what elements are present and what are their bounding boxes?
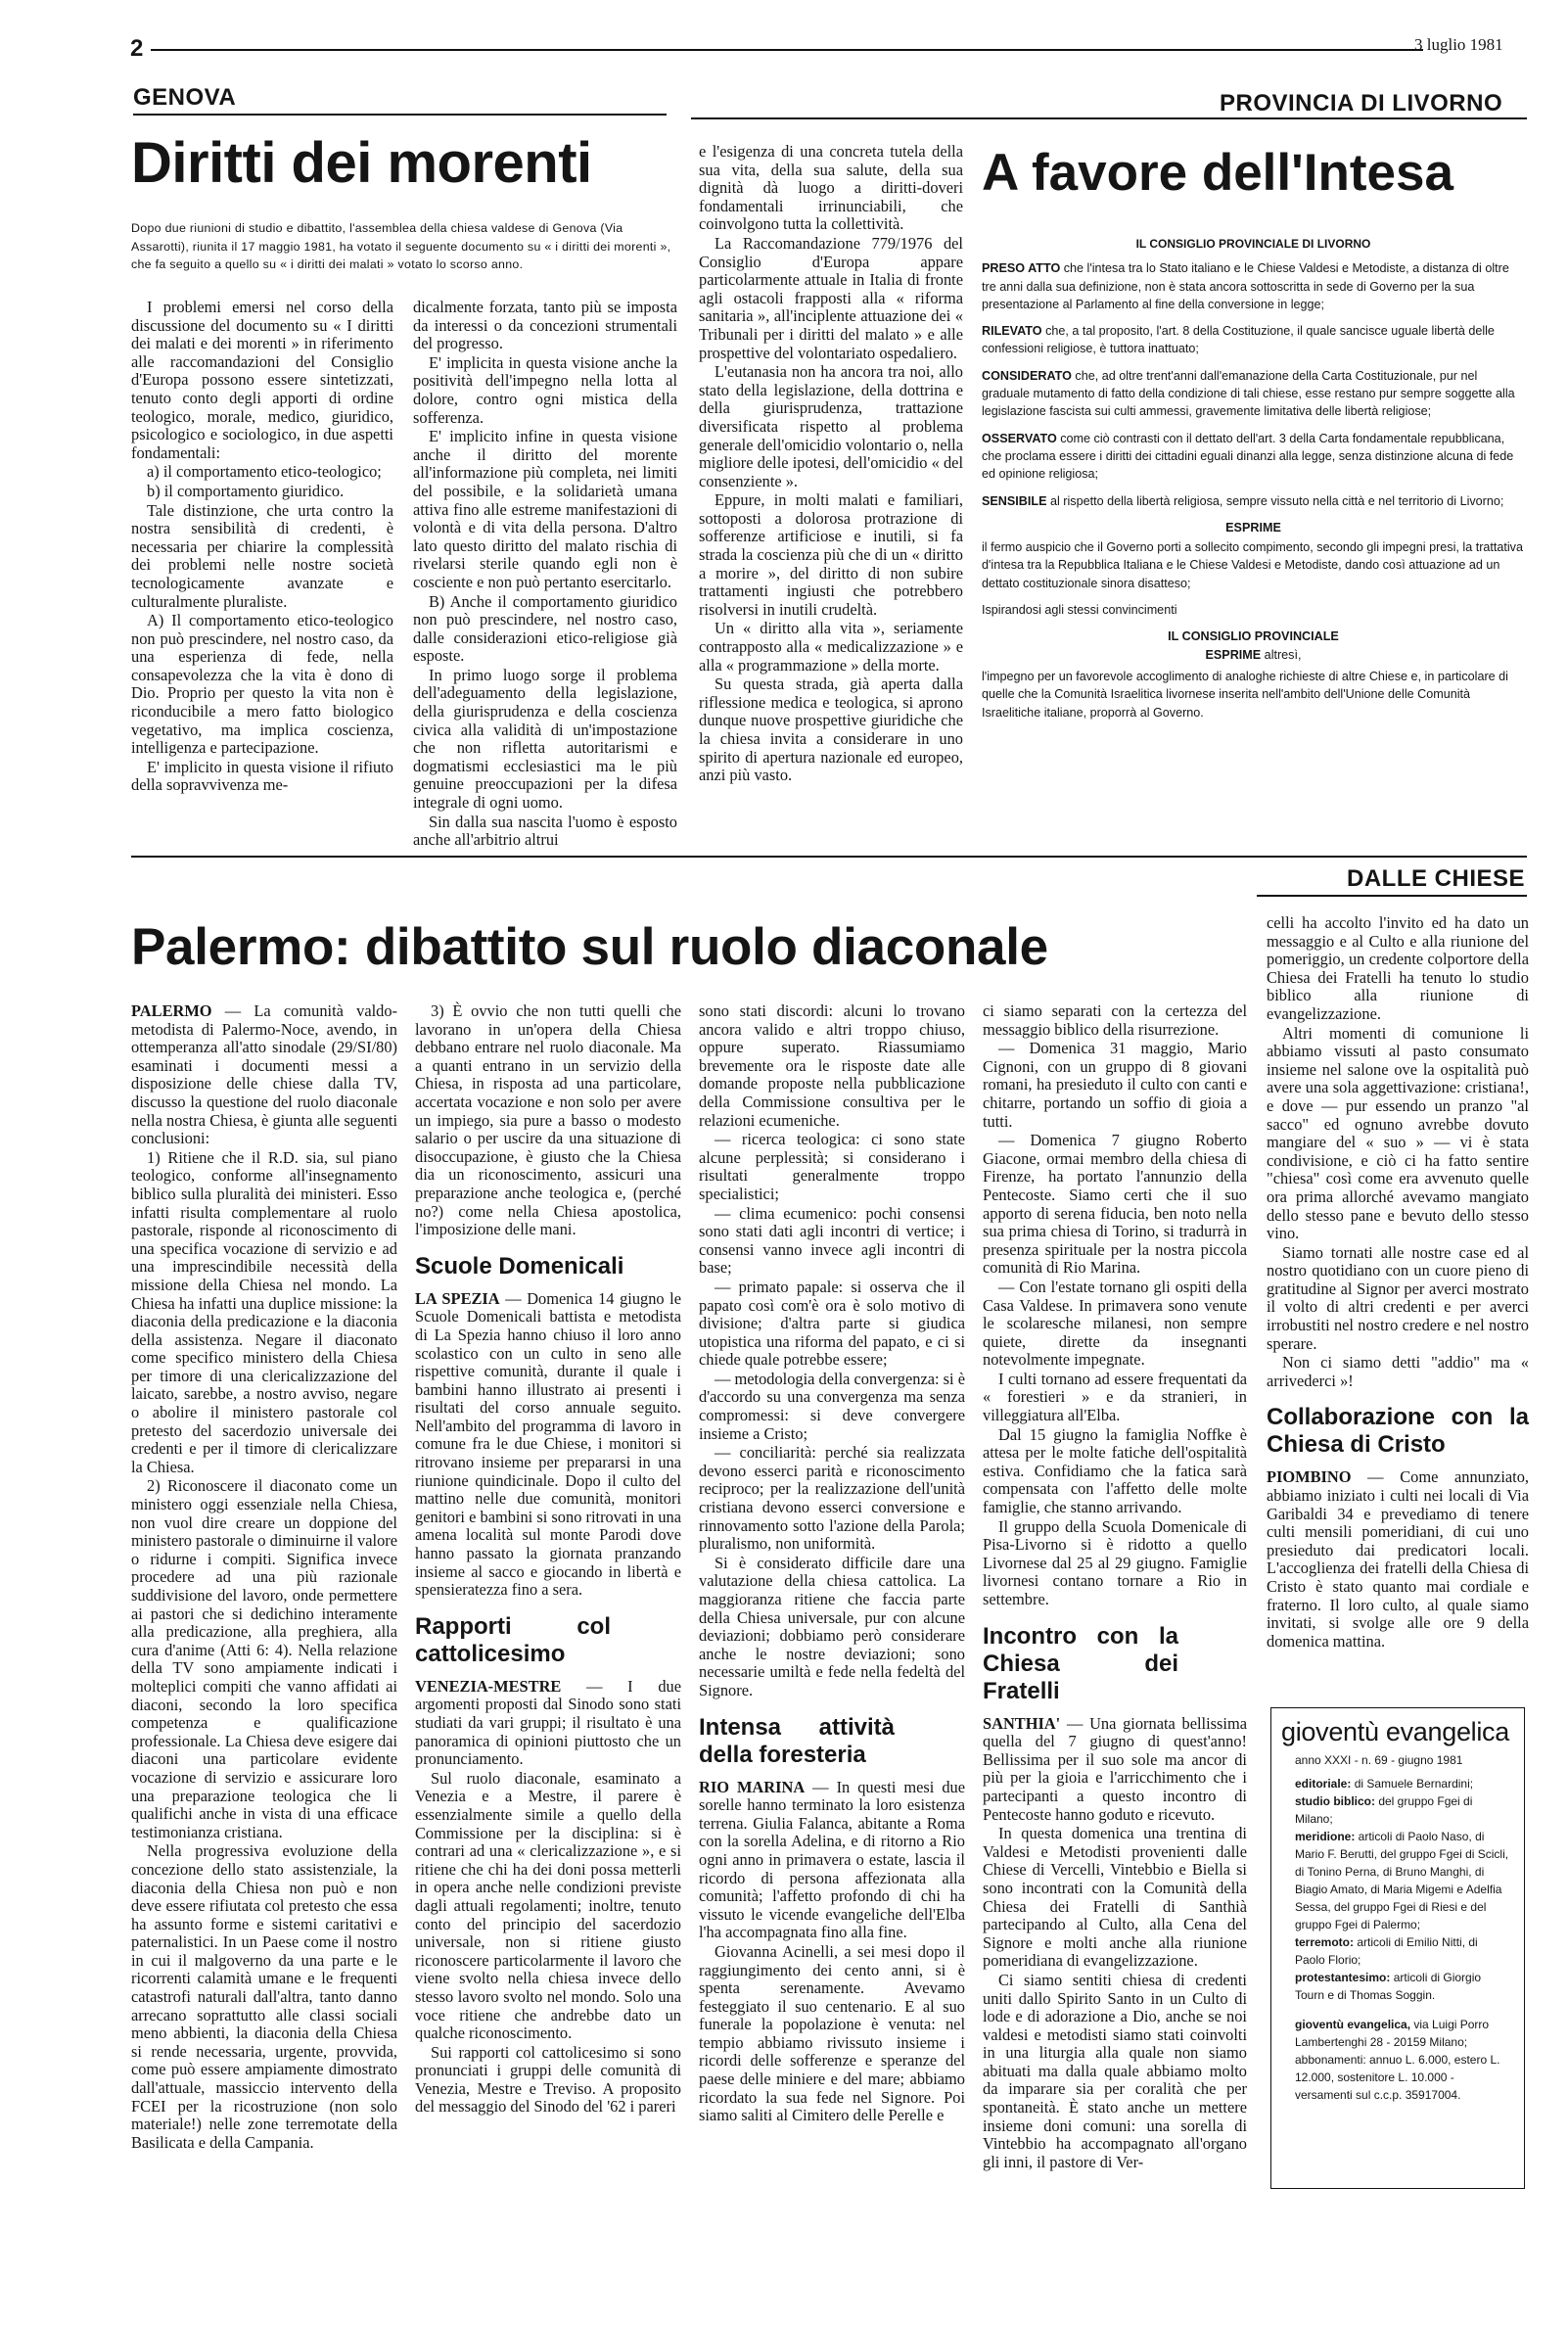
paragraph-text: — I due argomenti proposti dal Sinodo sono stati studiati da vari gruppi; il risultato è una panoramica di opinioni piuttosto che un pronunciamento. <box>415 1676 681 1769</box>
subheading-scuole: Scuole Domenicali <box>415 1252 624 1279</box>
dateline: PIOMBINO <box>1267 1467 1352 1487</box>
paragraph: Giovanna Acinelli, a sei mesi dopo il raggiungimento dei cento anni, si è spenta serenamente. Avevamo festeggiato il suo centenario. E al suo funerale la popolazione è venuta: nel tempio abbiamo rivissuto insieme i ricordi delle sofferenze e speranze del paese delle miniere e del mare; abbiamo ricordato la sua fede nel Signore. Poi siamo saliti al Cimitero delle Perelle e <box>699 1941 965 2125</box>
article1-column-1 <box>131 299 393 835</box>
paragraph: il fermo auspicio che il Governo porti a sollecito compimento, secondo gli impegni presi, la trattativa d'intesa tra la Repubblica Italiana e le Chiese Valdesi e Metodiste, dando così attuazione ad un dettato costituzionale sinora disatteso; <box>982 540 1523 590</box>
paragraph <box>415 1678 681 1769</box>
paragraph: E' implicito in questa visione il rifiuto della sopravvivenza me- <box>131 757 393 795</box>
paragraph <box>982 367 1525 421</box>
masthead-keyword: meridione: <box>1295 1830 1356 1843</box>
masthead-line <box>1295 1828 1510 1933</box>
paragraph-text: — La comunità valdo-metodista di Palermo-Noce, avendo, in ottemperanza all'atto sinodale (29/SI/80) esaminati i documenti messi a disposizione delle chiese dalla TV, discusso la questione del ruolo diaconale nella nostra Chiesa, è giunta alle seguenti conclusioni: <box>131 1001 397 1148</box>
esprime-heading: ESPRIME <box>1225 520 1281 535</box>
article-title-diritti: Diritti dei morenti <box>131 131 592 195</box>
paragraph: — clima ecumenico: pochi consensi sono stati dati agli incontri di vertice; i consensi vanno invece agli incontri di base; <box>699 1203 965 1278</box>
paragraph: — Domenica 31 maggio, Mario Cignoni, con un gruppo di 8 giovani romani, ha presieduto il culto con canti e chitarre, portando un soffio di gioia a tutti. <box>983 1039 1247 1131</box>
council-heading-2 <box>982 628 1525 645</box>
issue-date: 3 luglio 1981 <box>1414 35 1503 54</box>
header-rule <box>151 49 1423 51</box>
council-name: IL CONSIGLIO PROVINCIALE <box>1168 629 1339 644</box>
article3-column-2 <box>415 1002 681 2197</box>
masthead-line <box>1295 1792 1510 1828</box>
masthead-keyword: studio biblico: <box>1295 1794 1375 1808</box>
masthead-text: articoli di Paolo Naso, di Mario F. Berutti, del gruppo Fgei di Scicli, di Tonino Perna, di Bruno Manghi, di Biagio Amato, di Maria Migemi e Adelfia Sessa, del gruppo Fgei di Riesi e del gruppo Fgei di Palermo; <box>1295 1830 1509 1931</box>
paragraph-text: che, a tal proposito, l'art. 8 della Costituzione, il quale sancisce uguale libertà delle confessioni religiose, è tuttora inattuato; <box>982 324 1495 356</box>
paragraph: Altri momenti di comunione li abbiamo vissuti al pasto consumato insieme nel salone ove la ospitalità può avere una sola aggettivazione: cristiana!, e dove — pur essendo un pranzo "al sacco" ed ognuno avrebbe dovuto mangiare del « suo » — vi è stata condivisione, e ciò ci ha fatto sentire "chiesa" così come era avvenuto quelle ora prima allorché avevamo mangiato dello stesso pane e bevuto dello stesso vino. <box>1267 1023 1529 1243</box>
dateline: PALERMO <box>131 1001 212 1020</box>
article-title-intesa: A favore dell'Intesa <box>982 144 1453 202</box>
paragraph: L'eutanasia non ha ancora tra noi, allo stato della legislazione, della dottrina e della giurisprudenza, trattazione diversificata rispetto al problema generale dell'omicidio volontario o, nella migliore delle ipotesi, dell'omicidio « del consenziente ». <box>699 362 963 490</box>
livorno-rule <box>691 117 1527 119</box>
paragraph: Sin dalla sua nascita l'uomo è esposto anche all'arbitrio altrui <box>413 812 677 850</box>
paragraph: Sui rapporti col cattolicesimo si sono pronunciati i gruppi delle comunità di Venezia, Mestre e Treviso. A proposito del messaggio del Sinodo del '62 i pareri <box>415 2042 681 2117</box>
paragraph: — conciliarità: perché sia realizzata devono esserci parità e riconoscimento reciproco; per la realizzazione dell'unità cristiana devono esserci conversione e rinnovamento sotto l'azione della Parola; pluralismo, non uniformità. <box>699 1443 965 1554</box>
masthead-text: articoli di Emilio Nitti, di Paolo Florio; <box>1295 1935 1478 1967</box>
paragraph <box>982 322 1525 358</box>
paragraph <box>982 259 1525 313</box>
paragraph: Ci siamo sentiti chiesa di credenti uniti dallo Spirito Santo in un Culto di lode e di adorazione a Dio, anche se noi valdesi e metodisti siamo stati coinvolti in una liturgia alla quale non siamo abituati ma dalla quale abbiamo molto da imparare sia per coralità che per spontaneità. È stato anche un mettere insieme doni comuni: una sorella di Vintebbio ha accompagnato all'organo gli inni, il pastore di Ver- <box>983 1970 1247 2171</box>
subheading-cristo: Collaborazione con la Chiesa di Cristo <box>1267 1404 1529 1459</box>
dateline: VENEZIA-MESTRE <box>415 1676 562 1696</box>
paragraph: In primo luogo sorge il problema dell'adeguamento della legislazione, della giurisprudenza e della coscienza civica alla validità di un'impostazione che non rifletta autoritarismi e dogmatismi ecclesiastici ma le più genuine preoccupazioni per la difesa integrale di ogni uomo. <box>413 665 677 813</box>
paragraph: Tale distinzione, che urta contro la nostra sensibilità di credenti, è necessaria per chiarire la complessità dei problemi nelle nostre società tecnologicamente avanzate e culturalmente pluraliste. <box>131 500 393 611</box>
paragraph: Il gruppo della Scuola Domenicale di Pisa-Livorno si è ridotto a quello Livornese dal 25 al 29 giugno. Famiglie livornesi contano tornare a Rio in settembre. <box>983 1516 1247 1608</box>
paragraph: — ricerca teologica: ci sono state alcune perplessità; si considerano i risultati generalmente troppo specialistici; <box>699 1130 965 1203</box>
chiese-rule <box>1257 895 1527 897</box>
paragraph: In questa domenica una trentina di Valdesi e Metodisti provenienti dalle Chiese di Vercelli, Vintebbio e Biella si sono incontrati con la Comunità della Chiesa dei Fratelli di Santhià partecipando al Culto, alla Cena del Signore e molti anche alla riunione pomeridiana di evangelizzazione. <box>983 1824 1247 1971</box>
paragraph-text: che l'intesa tra lo Stato italiano e le Chiese Valdesi e Metodiste, a distanza di oltre tre anni dalla sua definizione, non è stata ancora sottoscritta in sede di Governo per la sua presentazione al Parlamento al fine della conversione in legge; <box>982 261 1509 311</box>
masthead-box <box>1270 1707 1525 2189</box>
paragraph: celli ha accolto l'invito ed ha dato un messaggio e al Culto e alla riunione del pomeriggio, un credente colportore della Chiesa dei Fratelli ha tenuto lo studio biblico alla riunione di evangelizzazione. <box>1267 913 1529 1023</box>
paragraph <box>415 1290 681 1600</box>
paragraph: Sul ruolo diaconale, esaminato a Venezia e a Mestre, il parere è essenzialmente simile a quello della Commissione per la disciplina: si è contrari ad una « clericalizzazione », e si ritiene che chi ha dei doni possa metterli in opera anche nelle condizioni previste dagli attuali regolamenti; inoltre, tenuto conto del principio del sacerdozio universale, non si ritiene giusto riconoscere particolarmente il lavoro che viene svolto nella chiesa invece dello stesso lavoro svolto nel mondo. Solo una voce ritiene che andrebbe dato un qualche riconoscimento. <box>415 1768 681 2043</box>
section-genova: GENOVA <box>133 84 237 111</box>
paragraph-text: — Come annunziato, abbiamo iniziato i culti nei locali di Via Garibaldi 34 e prevediamo di tenere culti mensili pomeridiani, di cui uno presieduto dai predicatori locali. L'accoglienza dei fratelli della Chiesa di Cristo è stato quanto mai cordiale e fraterno. Il loro culto, al quale siamo invitati, si svolge alle ore 9 della domenica mattina. <box>1267 1467 1529 1651</box>
article3-column-3 <box>699 1002 965 2197</box>
article2-body <box>982 235 1525 836</box>
paragraph: 2) Riconoscere il diaconato come un ministero oggi essenziale nella Chiesa, non vuol dire creare un doppione del ministero pastorale o diminuirne il valore o ridurne i compiti. Significa invece procedere ad una più razionale suddivisione del lavoro, onde permettere ai pastori che si dedichino interamente alla predicazione, alla preghiera, alla cura d'anime (Atti 6: 4). Nella relazione della TV sono ampiamente indicati i molteplici compiti che vanno affidati ai diaconi, secondo la loro specifica competenza e qualificazione professionale. La Chiesa deve esigere dai diaconi una particolare evidente vocazione di servizio e assicurare loro una preparazione teologica che li qualifichi anche in vista di una efficace testimonianza cristiana. <box>131 1476 397 1841</box>
section-livorno: PROVINCIA DI LIVORNO <box>1220 90 1503 116</box>
paragraph: I problemi emersi nel corso della discussione del documento su « I diritti dei malati e dei morenti » in riferimento alle raccomandazioni del Consiglio d'Europa possono essere sintetizzati, tenuto conto degli apporti di ordine teologico, morale, medico, giuridico, psicologico e sociologico, in due aspetti fondamentali: <box>131 298 393 462</box>
paragraph: dicalmente forzata, tanto più se imposta da interessi o da concezioni strumentali del progresso. <box>413 298 677 353</box>
paragraph-text: — In questi mesi due sorelle hanno terminato la loro esistenza terrena. Giulia Falanca, abitante a Roma con la sorella Adelina, e di ritorno a Rio ogni anno in primavera o estate, lascia il ricordo di persona affezionata alla comunità; l'affetto profondo di chi ha vissuto le vicende evangeliche dell'Elba l'ha accompagnata fino alla fine. <box>699 1777 965 1942</box>
paragraph: Su questa strada, già aperta dalla riflessione medica e teologica, si aprono dunque nuove prospettive giuridiche che la chiesa invita a considerare in uno spirito di apertura nazionale ed europeo, anzi più vasto. <box>699 675 963 785</box>
paragraph: E' implicito infine in questa visione anche il diritto del morente all'informazione più completa, nei limiti del possibile, e la solidarietà umana attiva fino alle estreme manifestazioni di volontà e di vita della persona. D'altro lato questo diritto del malato rischia di rivelarsi sterile quando egli non è cosciente e non può pertanto esercitarlo. <box>413 427 677 591</box>
paragraph: Dal 15 giugno la famiglia Noffke è attesa per le molte fatiche dell'ospitalità estiva. Confidiamo che la fatica sarà compensata con l'affetto delle molte famiglie, che stanno arrivando. <box>983 1424 1247 1517</box>
masthead-line <box>1295 1969 1510 2004</box>
article3-column-1 <box>131 1002 397 2197</box>
paragraph: 3) È ovvio che non tutti quelli che lavorano in un'opera della Chiesa debbano entrare nel ruolo diaconale. Ma a quanti entrano in un servizio della Chiesa, in risposta ad una particolare, accertata vocazione e non solo per avere un impiego, sia pure a basso o modesto salario o per uscire da una situazione di disoccupazione, è giusto che la Chiesa dia un riconoscimento, assicuri una preparazione anche teologica e, (perché no?) come nella Chiesa apostolica, l'imposizione delle mani. <box>415 1001 681 1239</box>
masthead-text: articoli di Giorgio Tourn e di Thomas Soggin. <box>1295 1971 1482 2002</box>
masthead-text: di Samuele Bernardini; <box>1351 1777 1474 1791</box>
paragraph <box>982 430 1525 484</box>
masthead-text: del gruppo Fgei di Milano; <box>1295 1794 1473 1826</box>
paragraph: I culti tornano ad essere frequentati da « forestieri » e da stranieri, in villeggiatura all'Elba. <box>983 1369 1247 1425</box>
paragraph: — metodologia della convergenza: si è d'accordo su una convergenza ma senza compromessi: si deve convergere insieme a Cristo; <box>699 1369 965 1443</box>
paragraph <box>699 1779 965 1942</box>
keyword: CONSIDERATO <box>982 368 1072 383</box>
masthead-contents <box>1295 1775 1510 2104</box>
subheading-foresteria: Intensa attività della foresteria <box>699 1713 895 1768</box>
masthead-keyword: editoriale: <box>1295 1777 1352 1791</box>
page-number: 2 <box>130 35 144 62</box>
paragraph-text: come ciò contrasti con il dettato dell'art. 3 della Carta fondamentale repubblicana, che proclama essere i diritti dei cittadini eguali dinanzi alla legge, senza distinzione alcuna di fede ed opinione religiosa; <box>982 431 1514 482</box>
paragraph: Eppure, in molti malati e familiari, sottoposti a dolorosa protrazione di sofferenze artificiose e inutili, si fa strada la coscienza più che di un « diritto a morire », del diritto di non subire trattamenti ingiusti che potrebbero risolversi in inutili crudeltà. <box>699 490 963 619</box>
masthead-line <box>1295 1933 1510 1969</box>
masthead-title: gioventù evangelica <box>1281 1717 1509 1746</box>
paragraph: sono stati discordi: alcuni lo trovano ancora valido e altri troppo chiuso, oppure superato. Riassumiamo brevemente ora le risposte date alle domande proposte nella pubblicazione della Commissione consultiva per le relazioni ecumeniche. <box>699 1001 965 1130</box>
article-title-palermo: Palermo: dibattito sul ruolo diaconale <box>131 918 1048 976</box>
paragraph-text: — Domenica 14 giugno le Scuole Domenicali battista e metodista di La Spezia hanno chiuso il loro anno scolastico con un culto in seno alle rispettive comunità, durante il quale i bambini hanno illustrato ai presenti i risultati del corso annuale seguito. Nell'ambito del programma di lavoro in comune fra le due Chiese, i monitori si ritrovano insieme per prepararsi in una riunione quindicinale. Dopo il culto del mattino nelle due comunità, monitori genitori e bambini si sono ritrovati in una amena località sul monte Parodi dove hanno passato la giornata pranzando insieme al sacco e giocando in libertà e spensieratezza fino a sera. <box>415 1288 682 1600</box>
paragraph-text: al rispetto della libertà religiosa, sempre vissuto nella città e nel territorio di Livorno; <box>1046 493 1504 508</box>
esprime-line <box>982 646 1525 664</box>
subheading-fratelli: Incontro con la Chiesa dei Fratelli <box>983 1622 1178 1704</box>
paragraph-text: che, ad oltre trent'anni dall'emanazione della Carta Costituzionale, pur nel graduale mutamento di fatto della condizione di tali chiese, esse restano pur sempre soggette alla legislazione fascista sui culti ammessi, gravemente limitativa delle libertà religiose; <box>982 368 1515 419</box>
paragraph: — Domenica 7 giugno Roberto Giacone, ormai membro della chiesa di Firenze, ha portato l'annunzio della Pentecoste. Siamo certi che il suo apporto di serena fiducia, ben noto nella sua prima chiesa di Torino, si tradurrà in presenza spirituale per la nostra piccola comunità di Rio Marina. <box>983 1131 1247 1278</box>
masthead-keyword: gioventù evangelica, <box>1295 2018 1411 2031</box>
masthead-line <box>1295 1775 1510 1792</box>
masthead-keyword: protestantesimo: <box>1295 1971 1391 1984</box>
paragraph-text: — Una giornata bellissima quella del 7 giugno di quest'anno! Bellissima per il suo sole ma ancor di più per la gioia e l'arricchimento che i partecipanti a questo incontro di Pentecoste hanno goduto e ricevuto. <box>983 1713 1247 1824</box>
keyword: SENSIBILE <box>982 493 1047 508</box>
esprime-keyword: ESPRIME <box>1205 647 1262 662</box>
dateline: RIO MARINA <box>699 1777 806 1796</box>
council-heading: IL CONSIGLIO PROVINCIALE DI LIVORNO <box>1135 237 1371 251</box>
paragraph: Nella progressiva evoluzione della concezione dello stato assistenziale, la diaconia della Chiesa non può e non deve essere rifiutata col pretesto che essa ha assunto forme e sistemi caritativi e paternalistici. In un Paese come il nostro in cui il malgoverno da una parte e le ricorrenti calamità umane e le frequenti catastrofi naturali dall'altra, tanto danno arrecano soprattutto alle classi sociali meno abbienti, la diaconia della Chiesa si rende necessaria, urgente, provvida, come può essere ampiamente dimostrato dall'attuale, massiccio intervento della FCEI per la ricostruzione (non solo materiale!) nelle zone terremotate della Basilicata e della Campania. <box>131 1841 397 2152</box>
paragraph: a) il comportamento etico-teologico; <box>147 462 382 482</box>
paragraph: b) il comportamento giuridico. <box>147 481 345 500</box>
section-divider <box>131 856 1527 858</box>
paragraph: E' implicita in questa visione anche la positività dell'impegno nella lotta al dolore, contro ogni mistica della sofferenza. <box>413 352 677 427</box>
keyword: PRESO ATTO <box>982 261 1061 276</box>
paragraph <box>131 1002 397 1148</box>
masthead-address <box>1295 2016 1510 2104</box>
subheading-rapporti: Rapporti col cattolicesimo <box>415 1612 611 1667</box>
paragraph: Si è considerato difficile dare una valutazione della chiesa cattolica. La maggioranza ritiene che faccia parte della Chiesa universale, pur con alcune deviazioni; dobbiamo però considerare anche le nostre deviazioni; sono necessarie umiltà e fede nella fedeltà del Signore. <box>699 1553 965 1699</box>
masthead-issue: anno XXXI - n. 69 - giugno 1981 <box>1295 1753 1463 1767</box>
paragraph: Ispirandosi agli stessi convincimenti <box>982 603 1177 618</box>
keyword: OSSERVATO <box>982 431 1057 445</box>
paragraph: La Raccomandazione 779/1976 del Consiglio d'Europa appare particolarmente attuale in Italia di fronte agli ostacoli frapposti alla « riforma sanitaria », all'inciplente attuazione dei « Tribunali per i diritti del malato » e alle prospettive del volontariato ospedaliero. <box>699 233 963 362</box>
dateline: LA SPEZIA <box>415 1288 500 1308</box>
article-intro: Dopo due riunioni di studio e dibattito, l'assemblea della chiesa valdese di Genova (Via Assarotti), riunita il 17 maggio 1981, ha votato il seguente documento su « i diritti dei morenti », che fa seguito a quello su « i diritti dei malati » votato lo scorso anno. <box>131 221 671 271</box>
altresi: altresì, <box>1261 647 1302 662</box>
paragraph: B) Anche il comportamento giuridico non può prescindere, nel nostro caso, dalle considerazioni etico-religiose già esposte. <box>413 591 677 666</box>
paragraph: ci siamo separati con la certezza del messaggio biblico della risurrezione. <box>983 1001 1247 1039</box>
paragraph: Siamo tornati alle nostre case ed al nostro quotidiano con un cuore pieno di gratitudine al Signor per averci mostrato il volto di altri credenti e per averci irrobustiti nel nostro credere e nel nostro sperare. <box>1267 1242 1529 1353</box>
paragraph <box>983 1715 1247 1825</box>
paragraph: Non ci siamo detti "addio" ma « arrivederci »! <box>1267 1353 1529 1390</box>
masthead-keyword: terremoto: <box>1295 1935 1355 1949</box>
paragraph: e l'esigenza di una concreta tutela della sua vita, della sua salute, della sua dignità dà luogo a diritti-doveri fondamentali irrinunciabili, che coinvolgono tutta la collettività. <box>699 142 963 234</box>
paragraph: 1) Ritiene che il R.D. sia, sul piano teologico, conforme all'insegnamento biblico sulla pluralità dei ministeri. Esso infatti risulta complementare al ruolo pastorale, risponde al riconoscimento di una specifica vocazione di servizio e ad una imprescindibile necessità della missione della Chiesa nel mondo. La Chiesa ha infatti una duplice missione: la diaconia della predicazione e la diaconia della assistenza. Negare il diaconato come specifico ministero della Chiesa per timore di una clericalizzazione del laicato, sarebbe, a nostro avviso, negare o abolire il ministero pastorale col pretesto del sacerdozio universale dei credenti e per il timore di clericalizzare la Chiesa. <box>131 1147 397 1476</box>
article1-column-3 <box>699 143 963 834</box>
genova-rule <box>133 114 667 116</box>
paragraph: — Con l'estate tornano gli ospiti della Casa Valdese. In primavera sono venute le scolaresche milanesi, non sempre quiete, dirette da insegnanti notevolmente impegnate. <box>983 1277 1247 1370</box>
dateline: SANTHIA' <box>983 1713 1061 1733</box>
article3-column-5 <box>1267 914 1529 1698</box>
keyword: RILEVATO <box>982 324 1042 339</box>
paragraph: — primato papale: si osserva che il papato così com'è ora è solo motivo di divisione; d'altra parte si giudica utopistica una riforma del papato, e ci si chiede quale potrebbe essere; <box>699 1277 965 1370</box>
article3-column-4 <box>983 1002 1247 2197</box>
section-dalle-chiese: DALLE CHIESE <box>1347 865 1526 892</box>
paragraph: l'impegno per un favorevole accoglimento di analoghe richieste di altre Chiese e, in particolare di quelle che la Comunità Israelitica livornese inserita nell'ambito dell'Unione delle Comunità Israelitiche italiane, proporrà al Governo. <box>982 669 1508 720</box>
article1-column-2 <box>413 298 677 850</box>
paragraph: A) Il comportamento etico-teologico non può prescindere, nel nostro caso, da una esperienza di fede, nella consapevolezza che la vita è dono di Dio. Proprio per questo la vita non è riconducibile a mero fatto biologico vegetativo, ma implica coscienza, intelligenza e partecipazione. <box>131 611 393 758</box>
paragraph: Un « diritto alla vita », seriamente contrapposto alla « medicalizzazione » e alla « programmazione » della morte. <box>699 619 963 675</box>
paragraph <box>1267 1468 1529 1651</box>
paragraph <box>982 492 1525 510</box>
masthead-text: via Luigi Porro Lambertenghi 28 - 20159 Milano; abbonamenti: annuo L. 6.000, estero L. 12.000, sostenitore L. 10.000 - versamenti sul c.c.p. 35917004. <box>1295 2018 1500 2102</box>
